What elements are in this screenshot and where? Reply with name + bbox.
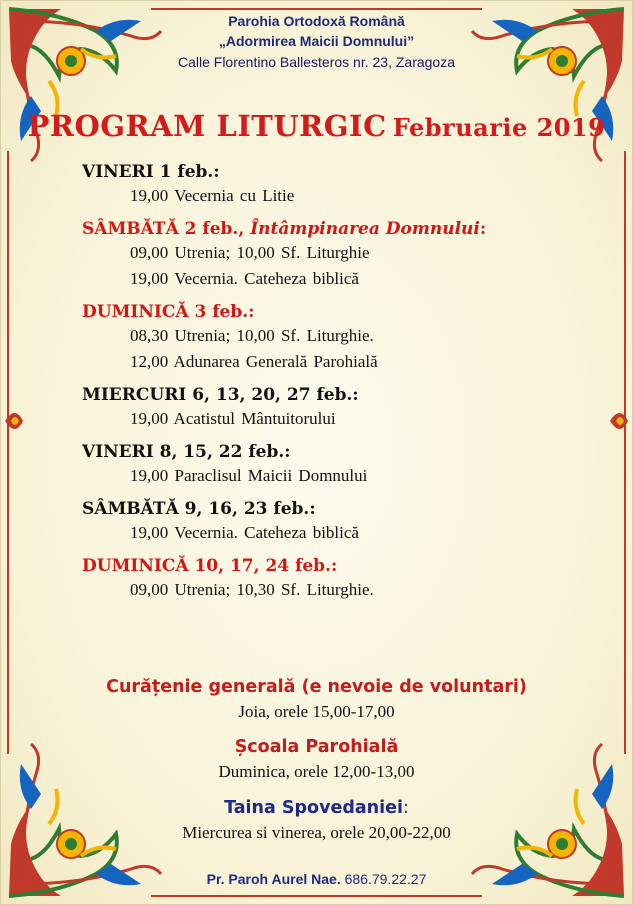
schedule-day: VINERI 8, 15, 22 feb.: [82,442,291,462]
schedule-service: 19,00 Vecernia. Cateheza biblică [130,269,359,288]
schedule-day: VINERI 1 feb.: [82,162,220,182]
parish-address: Calle Florentino Ballesteros nr. 23, Zaragoza [177,54,456,70]
frame-left-line [7,151,9,754]
school-notice [1,737,632,782]
schedule-day: DUMINICĂ 10, 17, 24 feb.: [82,556,338,576]
confession-text: Miercurea si vinerea, orele 20,00-22,00 [182,823,451,842]
parish-name: Parohia Ortodoxă Română [228,13,405,29]
title-month: Februarie 2019 [392,113,606,142]
schedule-entry [82,498,602,546]
priest-phone: 686.79.22.27 [344,871,427,887]
parish-header [1,11,632,73]
title-main: PROGRAM LITURGIC [27,109,387,143]
page-title [1,109,632,143]
schedule-day: MIERCURI 6, 13, 20, 27 feb.: [82,385,359,405]
schedule-day: DUMINICĂ 3 feb.: [82,302,255,322]
schedule-entry [82,218,602,292]
schedule-service: 19,00 Vecernia cu Litie [130,186,295,205]
schedule-entry [82,161,602,209]
confession-notice [1,798,632,843]
side-ornament-right-icon [606,401,632,441]
school-title: Școala Parohială [234,737,399,757]
schedule-service: 09,00 Utrenia; 10,30 Sf. Liturghie. [130,580,374,599]
schedule-service: 09,00 Utrenia; 10,00 Sf. Liturghie [130,243,370,262]
liturgical-schedule [82,161,602,603]
confession-title: Taina Spovedaniei [224,798,404,818]
schedule-service: 19,00 Vecernia. Cateheza biblică [130,523,359,542]
frame-bottom-line [151,895,482,897]
cleaning-title: Curățenie generală (e nevoie de voluntari) [106,677,527,697]
feast-name: Întâmpinarea Domnului [250,219,480,239]
schedule-entry [82,441,602,489]
schedule-service: 19,00 Acatistul Mântuitorului [130,409,336,428]
schedule-entry [82,301,602,375]
frame-top-line [151,8,482,10]
schedule-entry [82,384,602,432]
schedule-entry [82,555,602,603]
cleaning-notice [1,677,632,722]
schedule-service: 12,00 Adunarea Generală Parohială [130,352,378,371]
frame-right-line [624,151,626,754]
schedule-day: SÂMBĂTĂ 2 feb., Întâmpinarea Domnului: [82,219,487,239]
school-text: Duminica, orele 12,00-13,00 [218,762,415,781]
priest-name: Pr. Paroh Aurel Nae. [206,871,341,887]
side-ornament-left-icon [1,401,27,441]
priest-contact [1,871,632,887]
schedule-service: 08,30 Utrenia; 10,00 Sf. Liturghie. [130,326,374,345]
schedule-service: 19,00 Paraclisul Maicii Domnului [130,466,368,485]
parish-dedication: „Adormirea Maicii Domnului” [218,33,415,49]
schedule-day: SÂMBĂTĂ 9, 16, 23 feb.: [82,499,316,519]
cleaning-text: Joia, orele 15,00-17,00 [238,702,395,721]
confession-title-line: Taina Spovedaniei: [224,798,409,818]
